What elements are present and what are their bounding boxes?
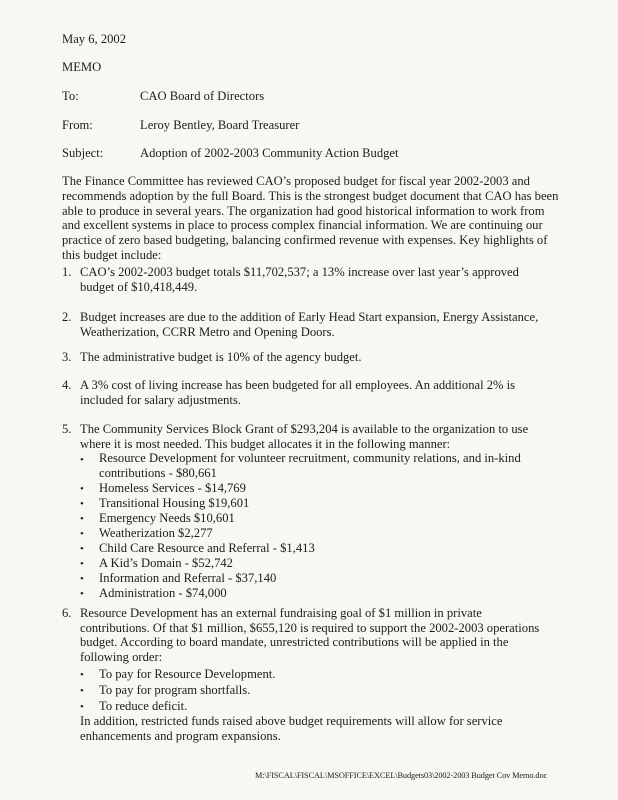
subject-label: Subject: xyxy=(62,146,104,160)
list-item: Information and Referral - $37,140 xyxy=(99,571,277,585)
footer-file-path: M:\FISCAL\FISCAL\MSOFFICE\EXCEL\Budgets03\2002-2003 Budget Cov Memo.doc xyxy=(255,771,548,780)
item-text: A 3% cost of living increase has been budgeted for all employees. An additional 2% is included for salary adjustments. xyxy=(80,378,516,407)
list-item: Resource Development for volunteer recruitment, community relations, and in-kind contributions - $80,661 xyxy=(99,451,521,480)
bullet-icon: • xyxy=(80,558,84,570)
from-label: From: xyxy=(62,118,93,132)
item-text: The Community Services Block Grant of $293,204 is available to the organization to use where it is most needed. This budget allocates it in the following manner: xyxy=(80,422,529,451)
item-text: CAO’s 2002-2003 budget totals $11,702,537; a 13% increase over last year’s approved budget of $10,418,449. xyxy=(80,265,519,294)
list-item: Homeless Services - $14,769 xyxy=(99,481,246,495)
intro-paragraph: The Finance Committee has reviewed CAO’s proposed budget for fiscal year 2002-2003 and recommends adoption by the full Board. This is the strongest budget document that CAO has been able to produce in several years. The organization had good historical information to work from and excellent systems in place to process complex financial information. We are continuing our practice of zero based budgeting, balancing confirmed revenue with expenses. Key highlights of this budget include: xyxy=(62,174,559,262)
list-item: To reduce deficit. xyxy=(99,699,188,713)
bullet-icon: • xyxy=(80,588,84,600)
bullet-icon: • xyxy=(80,669,84,681)
from-value: Leroy Bentley, Board Treasurer xyxy=(140,118,300,132)
bullet-icon: • xyxy=(80,543,84,555)
list-item: To pay for Resource Development. xyxy=(99,667,276,681)
list-item: A Kid’s Domain - $52,742 xyxy=(99,556,233,570)
list-item: Transitional Housing $19,601 xyxy=(99,496,250,510)
closing-paragraph: In addition, restricted funds raised above budget requirements will allow for service enhancements and program expansions. xyxy=(80,714,503,743)
item-number: 6. xyxy=(62,606,72,620)
item-number: 5. xyxy=(62,422,72,436)
list-item: Emergency Needs $10,601 xyxy=(99,511,235,525)
bullet-icon: • xyxy=(80,483,84,495)
memo-date: May 6, 2002 xyxy=(62,32,127,46)
list-item: Child Care Resource and Referral - $1,413 xyxy=(99,541,315,555)
item-number: 1. xyxy=(62,265,72,279)
bullet-icon: • xyxy=(80,528,84,540)
list-item: To pay for program shortfalls. xyxy=(99,683,251,697)
to-value: CAO Board of Directors xyxy=(140,89,265,103)
bullet-icon: • xyxy=(80,685,84,697)
item-text: Budget increases are due to the addition of Early Head Start expansion, Energy Assistance, Weatherization, CCRR Metro and Opening Doors. xyxy=(80,310,539,339)
bullet-icon: • xyxy=(80,498,84,510)
item-number: 4. xyxy=(62,378,72,392)
item-number: 2. xyxy=(62,310,72,324)
bullet-icon: • xyxy=(80,454,84,466)
bullet-icon: • xyxy=(80,573,84,585)
item-text: The administrative budget is 10% of the agency budget. xyxy=(80,350,362,364)
subject-value: Adoption of 2002-2003 Community Action Budget xyxy=(140,146,399,160)
bullet-icon: • xyxy=(80,513,84,525)
bullet-icon: • xyxy=(80,701,84,713)
item-text: Resource Development has an external fundraising goal of $1 million in private contributions. Of that $1 million, $655,120 is required to support the 2002-2003 operations budget. According to board mandate, unrestricted contributions will be applied in the following order: xyxy=(80,606,540,664)
list-item: Weatherization $2,277 xyxy=(99,526,213,540)
item-number: 3. xyxy=(62,350,72,364)
to-label: To: xyxy=(62,89,79,103)
list-item: Administration - $74,000 xyxy=(99,586,227,600)
memo-label: MEMO xyxy=(62,60,102,74)
